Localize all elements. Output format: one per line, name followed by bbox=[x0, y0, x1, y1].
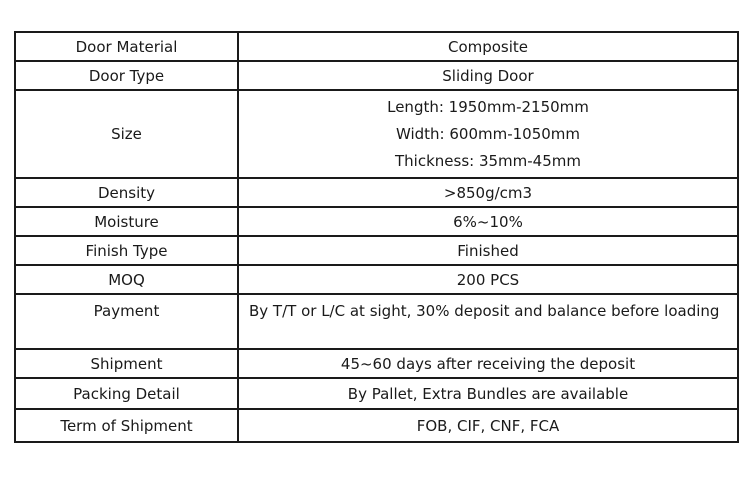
spec-label: Moisture bbox=[15, 207, 238, 236]
spec-value: FOB, CIF, CNF, FCA bbox=[238, 409, 738, 442]
size-line-length: Length: 1950mm-2150mm bbox=[387, 97, 589, 116]
spec-label: Door Material bbox=[15, 32, 238, 61]
spec-label: Packing Detail bbox=[15, 378, 238, 409]
table-row-door-type bbox=[15, 61, 738, 90]
spec-value: >850g/cm3 bbox=[238, 178, 738, 207]
spec-label: Shipment bbox=[15, 349, 238, 378]
table-row-payment bbox=[15, 294, 738, 349]
spec-value: 6%~10% bbox=[238, 207, 738, 236]
spec-value: Finished bbox=[238, 236, 738, 265]
spec-value: 45~60 days after receiving the deposit bbox=[238, 349, 738, 378]
spec-value: Sliding Door bbox=[238, 61, 738, 90]
table-row-term-of-shipment bbox=[15, 409, 738, 442]
product-spec-table bbox=[14, 31, 739, 443]
spec-label: Size bbox=[15, 90, 238, 178]
table-row-finish-type bbox=[15, 236, 738, 265]
spec-label: Finish Type bbox=[15, 236, 238, 265]
spec-value: 200 PCS bbox=[238, 265, 738, 294]
spec-label: Term of Shipment bbox=[15, 409, 238, 442]
spec-label: MOQ bbox=[15, 265, 238, 294]
spec-label: Density bbox=[15, 178, 238, 207]
spec-label: Door Type bbox=[15, 61, 238, 90]
spec-value bbox=[238, 90, 738, 178]
table-row-moisture bbox=[15, 207, 738, 236]
spec-value: Composite bbox=[238, 32, 738, 61]
table-row-packing-detail bbox=[15, 378, 738, 409]
table-row-door-material bbox=[15, 32, 738, 61]
table-row-moq bbox=[15, 265, 738, 294]
table-row-size bbox=[15, 90, 738, 178]
spec-value: By T/T or L/C at sight, 30% deposit and balance before loading bbox=[238, 294, 738, 349]
size-line-thickness: Thickness: 35mm-45mm bbox=[395, 151, 581, 170]
spec-label: Payment bbox=[15, 294, 238, 349]
table-row-shipment bbox=[15, 349, 738, 378]
size-line-width: Width: 600mm-1050mm bbox=[395, 124, 581, 143]
table-row-density bbox=[15, 178, 738, 207]
spec-value: By Pallet, Extra Bundles are available bbox=[238, 378, 738, 409]
